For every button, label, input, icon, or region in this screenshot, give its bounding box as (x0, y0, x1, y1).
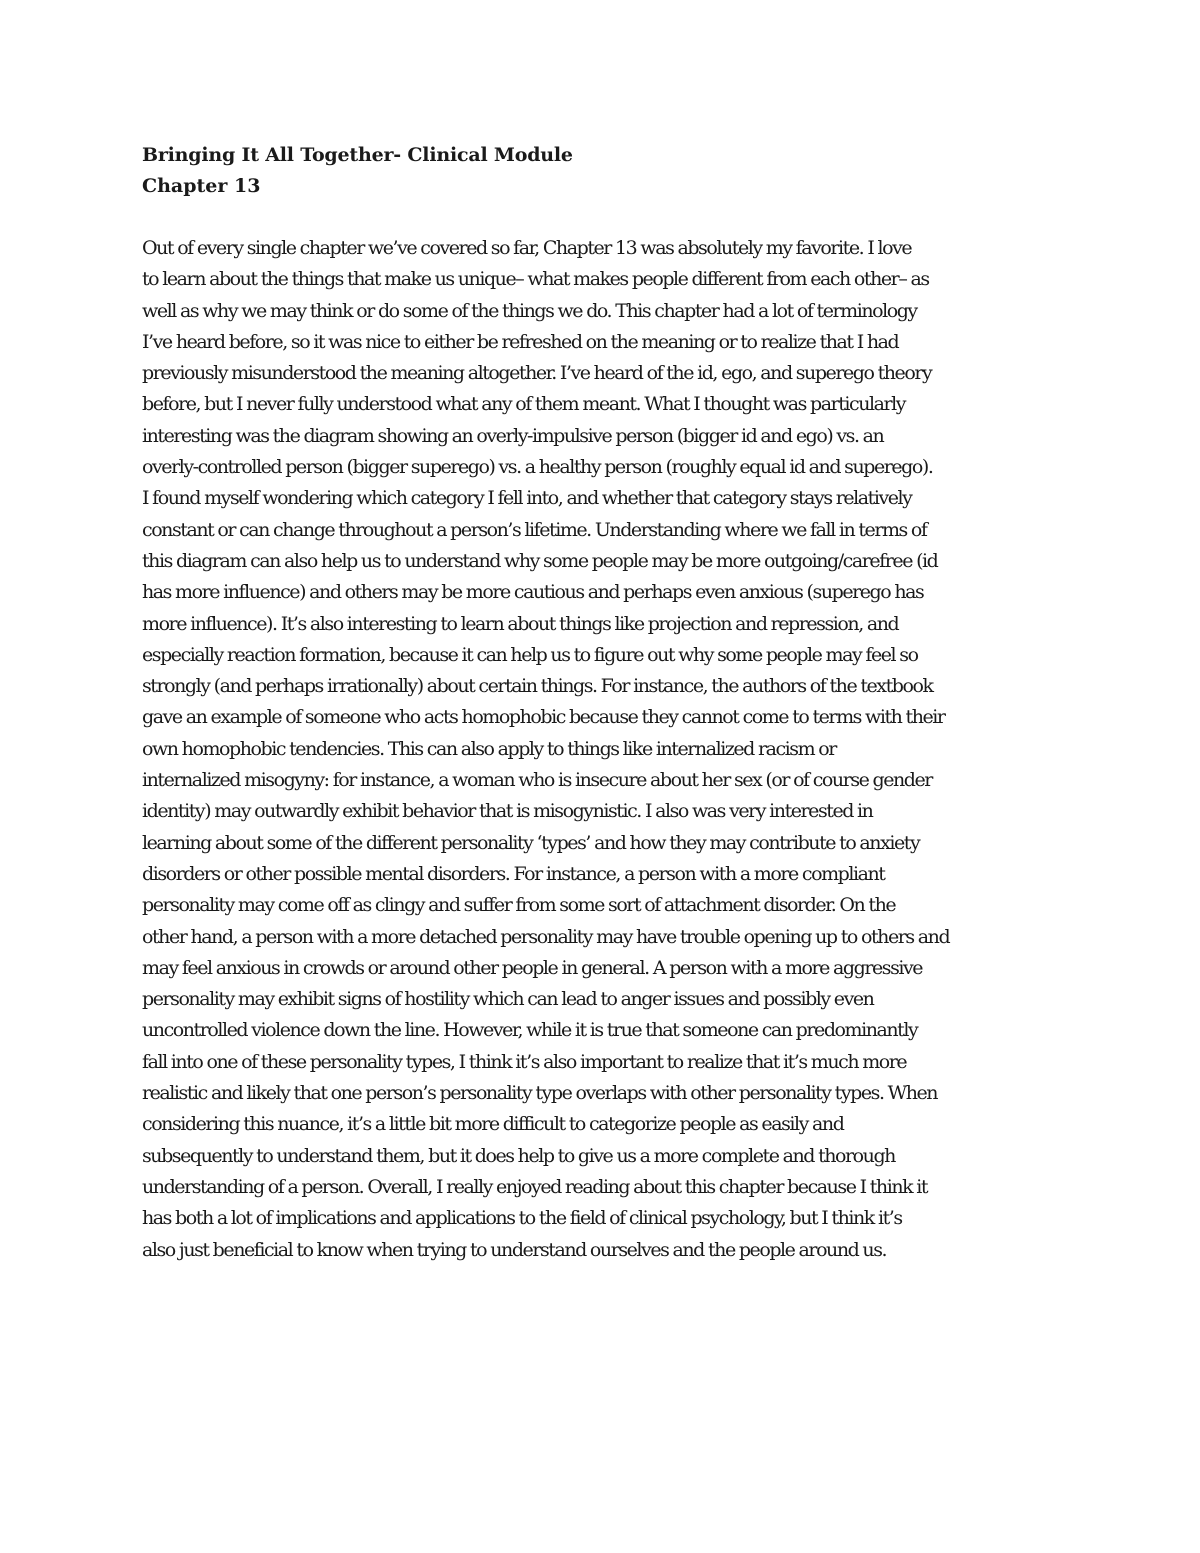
paragraph-line: more influence). It’s also interesting to learn about things like projection and repression, and (142, 612, 899, 635)
paragraph-line: to learn about the things that make us unique– what makes people different from each other– as (142, 268, 929, 291)
paragraph-line: considering this nuance, it’s a little bit more difficult to categorize people as easily and (142, 1113, 844, 1136)
paragraph-line: may feel anxious in crowds or around other people in general. A person with a more aggressive (142, 956, 923, 979)
paragraph-line: has both a lot of implications and applications to the field of clinical psychology, but I think it’s (142, 1207, 902, 1230)
body-paragraph (142, 233, 1072, 1266)
paragraph-line: strongly (and perhaps irrationally) about certain things. For instance, the authors of the textbook (142, 675, 933, 698)
paragraph-line: disorders or other possible mental disorders. For instance, a person with a more compliant (142, 862, 885, 885)
paragraph-line: identity) may outwardly exhibit behavior that is misogynistic. I also was very interested in (142, 800, 873, 823)
paragraph-line: has more influence) and others may be more cautious and perhaps even anxious (superego has (142, 581, 924, 604)
paragraph-line: constant or can change throughout a person’s lifetime. Understanding where we fall in terms of (142, 518, 927, 541)
paragraph-line: previously misunderstood the meaning altogether. I’ve heard of the id, ego, and superego theory (142, 362, 932, 385)
paragraph-line: especially reaction formation, because it can help us to figure out why some people may feel so (142, 643, 918, 666)
chapter-heading: Chapter 13 (142, 175, 261, 197)
paragraph-line: uncontrolled violence down the line. However, while it is true that someone can predominantly (142, 1019, 918, 1042)
paragraph-line: also just beneficial to know when trying to understand ourselves and the people around us. (142, 1238, 887, 1261)
paragraph-line: before, but I never fully understood what any of them meant. What I thought was particularly (142, 393, 906, 416)
paragraph-line: interesting was the diagram showing an overly-impulsive person (bigger id and ego) vs. an (142, 424, 884, 447)
paragraph-line: this diagram can also help us to understand why some people may be more outgoing/carefree (id (142, 549, 938, 572)
document-title: Bringing It All Together- Clinical Module (142, 144, 573, 166)
paragraph-line: fall into one of these personality types, I think it’s also important to realize that it’s much more (142, 1050, 907, 1073)
paragraph-line: learning about some of the different personality ‘types’ and how they may contribute to anxiety (142, 831, 920, 854)
paragraph-line: other hand, a person with a more detached personality may have trouble opening up to others and (142, 925, 950, 948)
paragraph-line: own homophobic tendencies. This can also apply to things like internalized racism or (142, 737, 836, 760)
paragraph-line: personality may come off as clingy and suffer from some sort of attachment disorder. On the (142, 894, 896, 917)
paragraph-line: subsequently to understand them, but it does help to give us a more complete and thorough (142, 1144, 895, 1167)
document-content (142, 140, 1072, 1266)
paragraph-line: I found myself wondering which category I fell into, and whether that category stays relatively (142, 487, 912, 510)
paragraph-line: personality may exhibit signs of hostility which can lead to anger issues and possibly even (142, 988, 874, 1011)
paragraph-line: realistic and likely that one person’s personality type overlaps with other personality types. When (142, 1082, 938, 1105)
paragraph-line: I’ve heard before, so it was nice to either be refreshed on the meaning or to realize that I had (142, 330, 899, 353)
paragraph-line: gave an example of someone who acts homophobic because they cannot come to terms with their (142, 706, 945, 729)
paragraph-line: overly-controlled person (bigger superego) vs. a healthy person (roughly equal id and superego). (142, 456, 933, 479)
paragraph-line: understanding of a person. Overall, I really enjoyed reading about this chapter because I think it (142, 1175, 928, 1198)
paragraph-line: internalized misogyny: for instance, a woman who is insecure about her sex (or of course gender (142, 769, 932, 792)
paragraph-line: well as why we may think or do some of the things we do. This chapter had a lot of terminology (142, 299, 917, 322)
paragraph-line: Out of every single chapter we’ve covered so far, Chapter 13 was absolutely my favorite. I love (142, 237, 912, 259)
